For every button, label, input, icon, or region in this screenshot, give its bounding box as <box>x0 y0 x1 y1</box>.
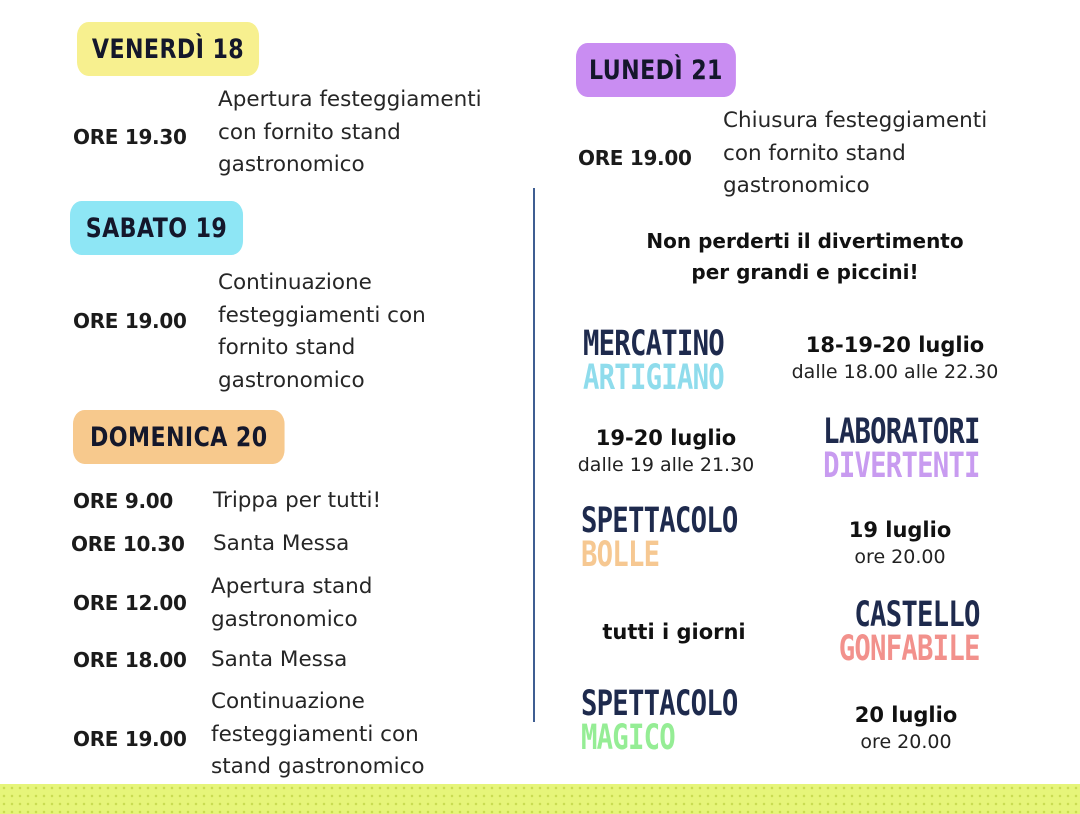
event-title-mercatino: MERCATINO ARTIGIANO <box>583 324 724 398</box>
day-title: VENERDÌ 18 <box>91 33 245 65</box>
event-time: ORE 19.30 <box>73 125 187 149</box>
event-description: Chiusura festeggiamenti con fornito stand gastronomico <box>723 108 988 198</box>
decorative-footer-band <box>0 784 1080 814</box>
day-badge-lunedi <box>576 43 736 97</box>
day-title: LUNEDÌ 21 <box>589 54 723 86</box>
day-badge-venerdi <box>77 22 259 76</box>
event-time: ORE 19.00 <box>578 146 692 170</box>
event-description: Apertura festeggiamenti con fornito stand gastronomico <box>218 87 482 177</box>
event-info-laboratori: 19-20 luglio dalle 19 alle 21.30 <box>577 426 755 476</box>
event-info-castello: tutti i giorni <box>602 620 746 644</box>
event-title-laboratori: LABORATORI DIVERTENTI <box>823 412 980 486</box>
event-description: Santa Messa <box>213 531 350 556</box>
event-info-bolle: 19 luglio ore 20.00 <box>848 518 952 568</box>
event-time: ORE 12.00 <box>73 591 187 615</box>
day-badge-sabato <box>70 201 243 255</box>
event-description: Continuazione festeggiamenti con stand gastronomico <box>211 689 425 779</box>
event-time: ORE 9.00 <box>73 489 173 513</box>
event-info-magico: 20 luglio ore 20.00 <box>854 703 958 753</box>
event-description: Apertura stand gastronomico <box>211 574 373 632</box>
day-title: SABATO 19 <box>85 212 228 244</box>
event-info-mercatino: 18-19-20 luglio dalle 18.00 alle 22.30 <box>791 333 999 383</box>
event-title-magico: SPETTACOLO MAGICO <box>581 684 738 758</box>
tagline: Non perderti il divertimento per grandi e piccini! <box>646 229 964 284</box>
event-description: Trippa per tutti! <box>213 488 382 513</box>
event-time: ORE 19.00 <box>73 727 187 751</box>
column-divider <box>533 188 535 722</box>
event-time: ORE 10.30 <box>71 532 185 556</box>
day-badge-domenica <box>73 410 285 464</box>
event-time: ORE 19.00 <box>73 309 187 333</box>
event-title-bolle: SPETTACOLO BOLLE <box>581 501 738 575</box>
event-title-castello: CASTELLO GONFABILE <box>839 595 980 669</box>
event-time: ORE 18.00 <box>73 648 187 672</box>
event-description: Continuazione festeggiamenti con fornito stand gastronomico <box>218 270 426 393</box>
event-description: Santa Messa <box>211 647 348 672</box>
day-title: DOMENICA 20 <box>90 421 268 453</box>
